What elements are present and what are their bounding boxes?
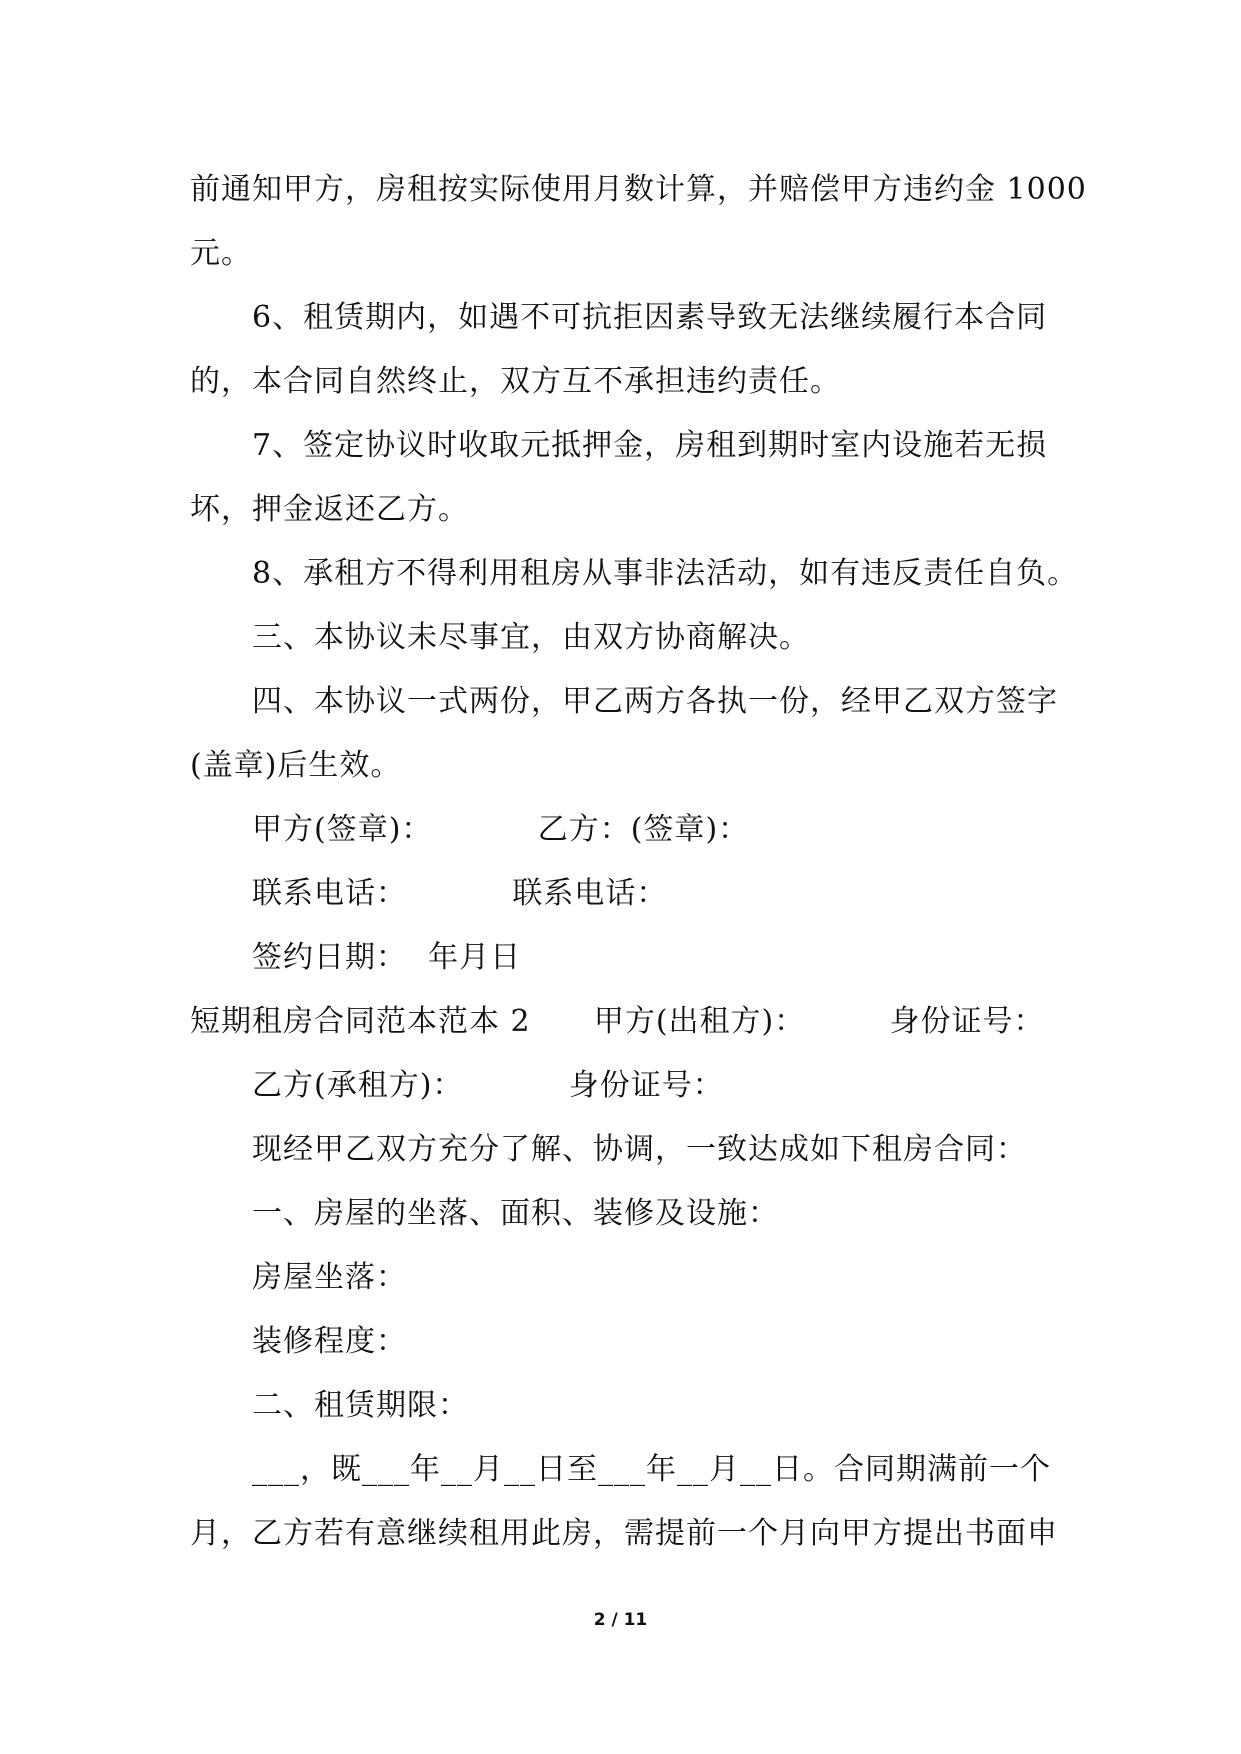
signature-line: 甲方(签章)： 乙方：(签章)：: [252, 812, 750, 847]
preamble-line: 现经甲乙双方充分了解、协调，一致达成如下租房合同：: [252, 1132, 1027, 1167]
text-line: 的，本合同自然终止，双方互不承担违约责任。: [190, 364, 841, 399]
text-line: 前通知甲方，房租按实际使用月数计算，并赔偿甲方违约金 1000: [190, 172, 1087, 207]
section-1-heading: 一、房屋的坐落、面积、装修及设施：: [252, 1196, 779, 1231]
section-2-heading: 二、租赁期限：: [252, 1388, 469, 1423]
text-line: 坏，押金返还乙方。: [190, 492, 469, 527]
text-line: 元。: [190, 236, 252, 271]
document-body: [190, 158, 1087, 1566]
contract-2-heading: 短期租房合同范本范本 2 甲方(出租方)： 身份证号：: [190, 1004, 1045, 1039]
clause-7-line: 7、签定协议时收取元抵押金，房租到期时室内设施若无损: [252, 428, 1048, 463]
lease-term-line: ___，既___年__月__日至___年__月__日。合同期满前一个: [252, 1452, 1051, 1487]
text-line: (盖章)后生效。: [190, 748, 402, 783]
clause-8-line: 8、承租方不得利用租房从事非法活动，如有违反责任自负。: [252, 556, 1079, 591]
text-line: 月，乙方若有意继续租用此房，需提前一个月向甲方提出书面申: [190, 1516, 1058, 1551]
signing-date-line: 签约日期： 年月日: [252, 940, 522, 975]
clause-6-line: 6、租赁期内，如遇不可抗拒因素导致无法继续履行本合同: [252, 300, 1048, 335]
page-number: 2 / 11: [593, 1610, 648, 1630]
decoration-level-line: 装修程度：: [252, 1324, 407, 1359]
tenant-line: 乙方(承租方)： 身份证号：: [252, 1068, 724, 1103]
section-3-line: 三、本协议未尽事宜，由双方协商解决。: [252, 620, 810, 655]
house-location-line: 房屋坐落：: [252, 1260, 407, 1295]
section-4-line: 四、本协议一式两份，甲乙两方各执一份，经甲乙双方签字: [252, 684, 1058, 719]
contact-phone-line: 联系电话： 联系电话：: [252, 876, 668, 911]
